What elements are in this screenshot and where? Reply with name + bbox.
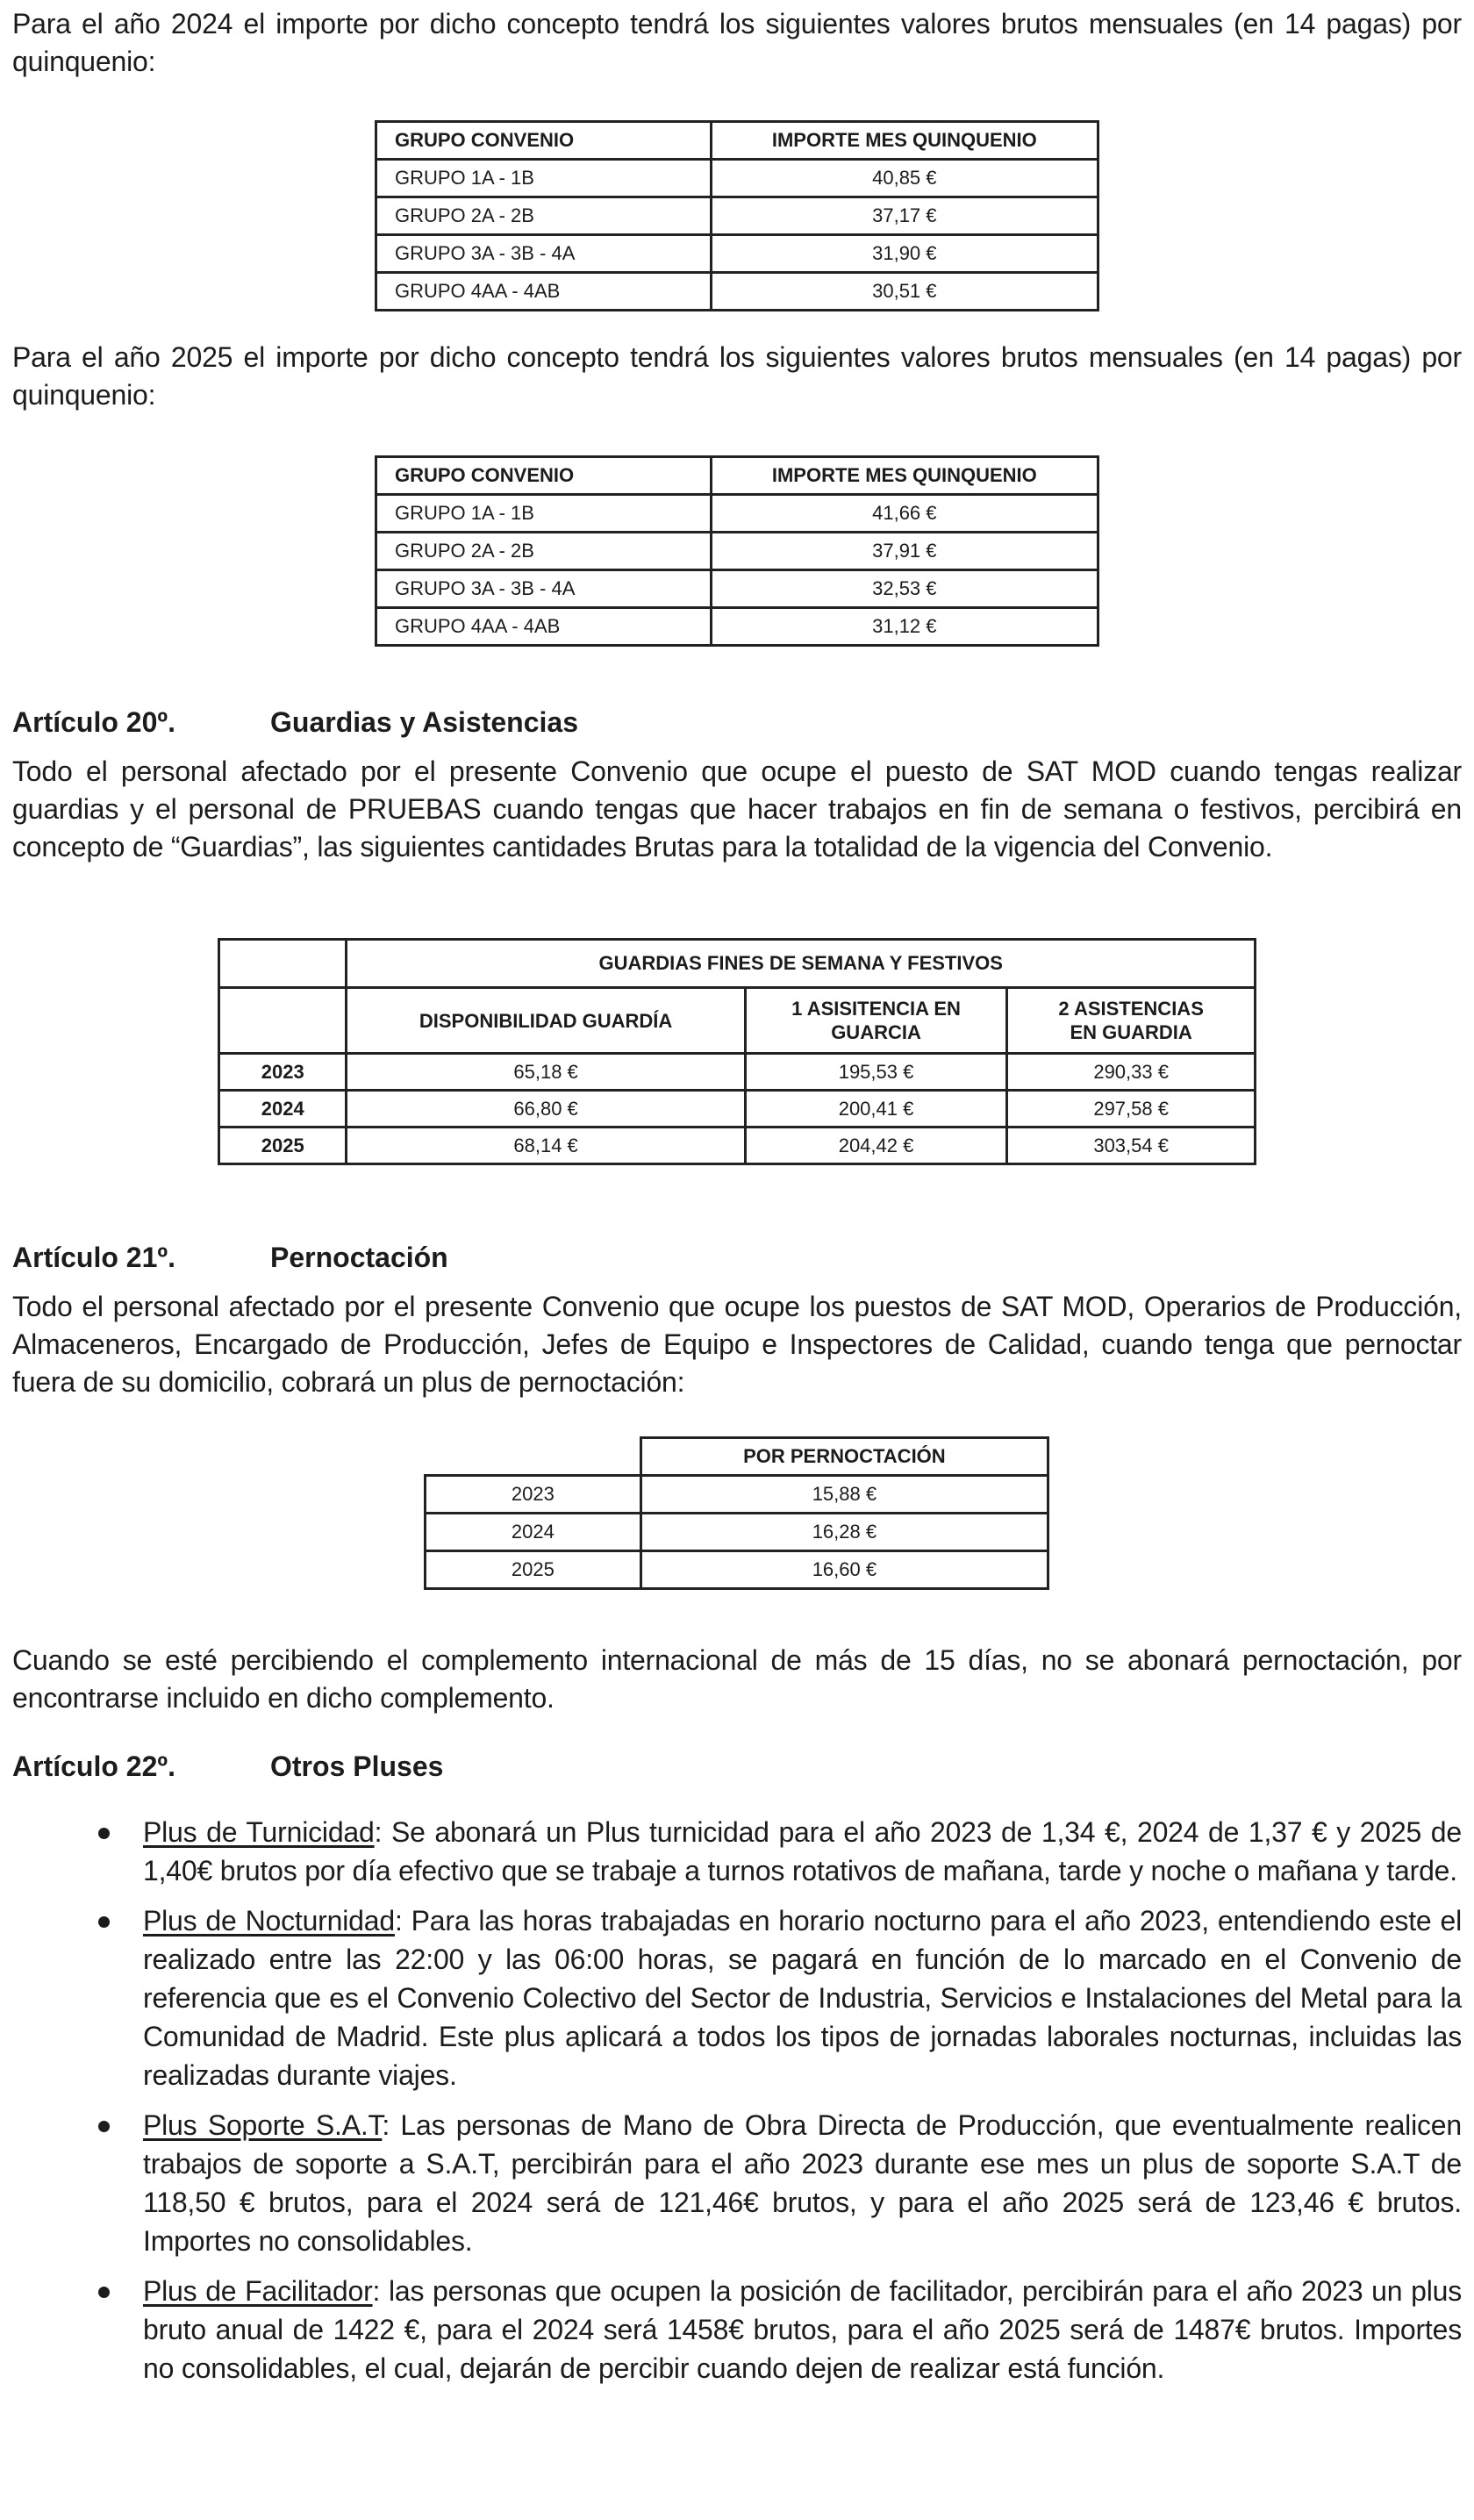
empty-corner-cell — [426, 1438, 641, 1476]
header-grupo-convenio: GRUPO CONVENIO — [376, 122, 712, 160]
table-header-row — [376, 457, 1098, 495]
table-quinquenio-2024 — [375, 120, 1099, 311]
article-21-heading — [12, 1239, 448, 1277]
cell-grupo: GRUPO 4AA - 4AB — [376, 273, 712, 311]
article-20-body: Todo el personal afectado por el presente Convenio que ocupe el puesto de SAT MOD cuando tengas realizar guardias y el personal de PRUEBAS cuando tengas que hacer trabajos en fin de semana o festivos, percibirá en concepto de “Guardias”, las siguientes cantidades Brutas para la totalidad de la vigencia del Convenio. — [12, 755, 1462, 863]
cell-grupo: GRUPO 3A - 3B - 4A — [376, 570, 712, 608]
cell-year: 2024 — [219, 1091, 347, 1128]
table-row — [376, 160, 1098, 197]
list-item-plus-soporte-sat — [0, 2106, 1462, 2260]
article-title: Pernoctación — [270, 1242, 448, 1273]
pernoctacion-note: Cuando se esté percibiendo el complemento internacional de más de 15 días, no se abonará pernoctación, por encontrarse incluido en dicho complemento. — [12, 1644, 1462, 1714]
cell-importe: 31,12 € — [711, 608, 1098, 646]
table-row — [219, 1091, 1256, 1128]
table-row — [426, 1514, 1048, 1551]
cell-year: 2023 — [426, 1476, 641, 1514]
cell-value: 297,58 € — [1007, 1091, 1256, 1128]
header-importe-mes-quinquenio: IMPORTE MES QUINQUENIO — [711, 122, 1098, 160]
article-21-body: Todo el personal afectado por el presente Convenio que ocupe los puestos de SAT MOD, Operarios de Producción, Almaceneros, Encargado de Producción, Jefes de Equipo e Inspectores de Calidad, cuando tenga que pernoctar fuera de su domicilio, cobrará un plus de pernoctación: — [12, 1291, 1462, 1398]
table-header-row — [376, 122, 1098, 160]
article-title: Otros Pluses — [270, 1750, 444, 1782]
table-row — [376, 570, 1098, 608]
table-group-header-row — [219, 940, 1256, 988]
plus-term: Plus Soporte S.A.T — [143, 2109, 383, 2141]
cell-value: 200,41 € — [745, 1091, 1007, 1128]
cell-value: 303,54 € — [1007, 1128, 1256, 1164]
table-row — [376, 197, 1098, 235]
paragraph-2025-intro: Para el año 2025 el importe por dicho concepto tendrá los siguientes valores brutos mensuales (en 14 pagas) por quinquenio: — [12, 341, 1462, 411]
otros-pluses-list — [0, 1813, 1474, 2399]
table-row — [219, 1128, 1256, 1164]
cell-value: 290,33 € — [1007, 1054, 1256, 1091]
article-number: Artículo 21º. — [12, 1242, 175, 1273]
table-row — [426, 1476, 1048, 1514]
table-guardias — [218, 938, 1256, 1165]
cell-value: 66,80 € — [347, 1091, 745, 1128]
cell-importe: 41,66 € — [711, 495, 1098, 533]
list-item-plus-turnicidad — [0, 1813, 1462, 1890]
header-1-asistencia: 1 ASISITENCIA EN GUARCIA — [745, 988, 1007, 1054]
table-row — [376, 495, 1098, 533]
article-title: Guardias y Asistencias — [270, 706, 578, 738]
cell-importe: 37,17 € — [711, 197, 1098, 235]
table-pernoctacion — [424, 1436, 1049, 1590]
table-row — [376, 273, 1098, 311]
plus-text: : Para las horas trabajadas en horario nocturno para el año 2023, entendiendo este el realizado entre las 22:00 y las 06:00 horas, se pagará en función de lo marcado en el Convenio de referencia que es el Convenio Colectivo del Sector de Industria, Servicios e Instalaciones del Metal para la Comunidad de Madrid. Este plus aplicará a todos los tipos de jornadas laborales nocturnas, incluidas las realizadas durante viajes. — [143, 1905, 1462, 2091]
cell-importe: 37,91 € — [711, 533, 1098, 570]
plus-term: Plus de Nocturnidad — [143, 1905, 395, 1937]
header-guardias-fines-semana: GUARDIAS FINES DE SEMANA Y FESTIVOS — [347, 940, 1256, 988]
bullet-icon — [98, 2121, 110, 2132]
table-header-row — [426, 1438, 1048, 1476]
table-row — [426, 1551, 1048, 1589]
table-quinquenio-2025 — [375, 455, 1099, 647]
bullet-icon — [98, 1828, 110, 1839]
table-header-row — [219, 988, 1256, 1054]
bullet-icon — [98, 2287, 110, 2298]
plus-term: Plus de Turnicidad — [143, 1816, 375, 1848]
plus-text: : Las personas de Mano de Obra Directa de Producción, que eventualmente realicen trabajos de soporte a S.A.T, percibirán para el año 2023 durante ese mes un plus de soporte S.A.T de 118,50 € brutos, para el 2024 será de 121,46€ brutos, y para el año 2025 será de 123,46 € brutos. Importes no consolidables. — [143, 2109, 1462, 2257]
header-grupo-convenio: GRUPO CONVENIO — [376, 457, 712, 495]
cell-year: 2025 — [219, 1128, 347, 1164]
header-2-asistencias: 2 ASISTENCIAS EN GUARDIA — [1007, 988, 1256, 1054]
cell-value: 204,42 € — [745, 1128, 1007, 1164]
cell-importe: 31,90 € — [711, 235, 1098, 273]
cell-importe: 40,85 € — [711, 160, 1098, 197]
cell-grupo: GRUPO 3A - 3B - 4A — [376, 235, 712, 273]
cell-importe: 32,53 € — [711, 570, 1098, 608]
article-number: Artículo 22º. — [12, 1750, 175, 1782]
table-row — [376, 608, 1098, 646]
header-por-pernoctacion: POR PERNOCTACIÓN — [640, 1438, 1048, 1476]
article-20-heading — [12, 704, 578, 741]
cell-year: 2025 — [426, 1551, 641, 1589]
empty-year-header — [219, 988, 347, 1054]
list-item-plus-facilitador — [0, 2272, 1462, 2388]
cell-value: 65,18 € — [347, 1054, 745, 1091]
cell-year: 2024 — [426, 1514, 641, 1551]
empty-corner-cell — [219, 940, 347, 988]
plus-text: : Se abonará un Plus turnicidad para el año 2023 de 1,34 €, 2024 de 1,37 € y 2025 de 1,40€ brutos por día efectivo que se trabaje a turnos rotativos de mañana, tarde y noche o mañana y tarde. — [143, 1816, 1462, 1886]
header-importe-mes-quinquenio: IMPORTE MES QUINQUENIO — [711, 457, 1098, 495]
cell-grupo: GRUPO 1A - 1B — [376, 495, 712, 533]
cell-grupo: GRUPO 2A - 2B — [376, 197, 712, 235]
cell-value: 16,60 € — [640, 1551, 1048, 1589]
article-number: Artículo 20º. — [12, 706, 175, 738]
table-row — [376, 533, 1098, 570]
header-disponibilidad: DISPONIBILIDAD GUARDÍA — [347, 988, 745, 1054]
cell-value: 195,53 € — [745, 1054, 1007, 1091]
cell-grupo: GRUPO 2A - 2B — [376, 533, 712, 570]
cell-value: 68,14 € — [347, 1128, 745, 1164]
article-22-heading — [12, 1748, 443, 1786]
list-item-plus-nocturnidad — [0, 1901, 1462, 2094]
cell-value: 15,88 € — [640, 1476, 1048, 1514]
cell-grupo: GRUPO 1A - 1B — [376, 160, 712, 197]
table-row — [219, 1054, 1256, 1091]
bullet-icon — [98, 1916, 110, 1928]
cell-year: 2023 — [219, 1054, 347, 1091]
paragraph-2024-intro: Para el año 2024 el importe por dicho concepto tendrá los siguientes valores brutos mensuales (en 14 pagas) por quinquenio: — [12, 8, 1462, 77]
plus-term: Plus de Facilitador — [143, 2275, 373, 2307]
cell-grupo: GRUPO 4AA - 4AB — [376, 608, 712, 646]
cell-importe: 30,51 € — [711, 273, 1098, 311]
plus-text: : las personas que ocupen la posición de facilitador, percibirán para el año 2023 un plus bruto anual de 1422 €, para el 2024 será 1458€ brutos, para el año 2025 será de 1487€ brutos. Importes no consolidables, el cual, dejarán de percibir cuando dejen de realizar está función. — [143, 2275, 1463, 2384]
cell-value: 16,28 € — [640, 1514, 1048, 1551]
table-row — [376, 235, 1098, 273]
